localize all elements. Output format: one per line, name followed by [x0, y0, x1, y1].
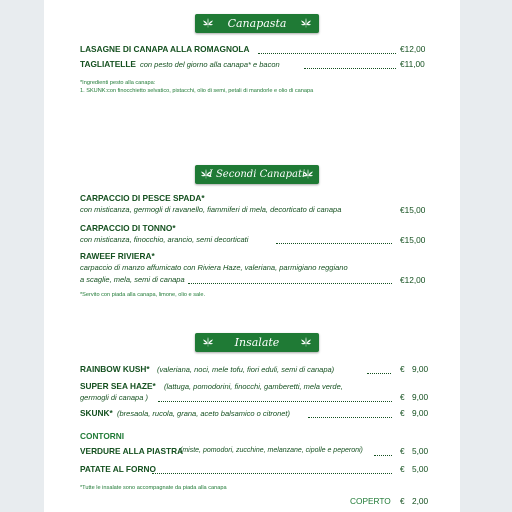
menu-page [44, 0, 460, 512]
leader-dots [276, 243, 392, 244]
dish-price: 5,00 [412, 446, 429, 456]
leader-dots [367, 373, 391, 374]
dish-name: TAGLIATELLE [80, 59, 136, 69]
dish-price: €11,00 [400, 59, 425, 69]
dish-price: 9,00 [412, 364, 429, 374]
leader-dots [152, 473, 392, 474]
dish-price: €12,00 [400, 275, 426, 285]
price-currency: € [400, 464, 405, 474]
section-title: I Secondi Canapati [208, 169, 306, 180]
dish-price: 9,00 [412, 408, 429, 418]
dish-price: €15,00 [400, 205, 426, 215]
footnote: 1. SKUNK:con finocchietto selvatico, pistacchi, olio di semi, petali di mandorle e olio di canapa [80, 88, 314, 94]
section-title: Canapasta [227, 17, 287, 30]
dish-name: SKUNK* [80, 408, 113, 418]
dish-price: 9,00 [412, 392, 429, 402]
dish-name: SUPER SEA HAZE* [80, 381, 156, 391]
dish-description: germogli di canapa ) [80, 393, 148, 402]
leader-dots [308, 417, 392, 418]
leader-dots [258, 53, 396, 54]
price-currency: € [400, 408, 405, 418]
leader-dots [158, 401, 392, 402]
footnote: *Ingredienti pesto alla canapa: [80, 80, 156, 86]
leader-dots [188, 283, 392, 284]
coperto-price: 2,00 [412, 496, 429, 506]
dish-name: RAINBOW KUSH* [80, 364, 150, 374]
price-currency: € [400, 496, 405, 506]
price-currency: € [400, 446, 405, 456]
dish-name: LASAGNE DI CANAPA ALLA ROMAGNOLA [80, 44, 250, 54]
footnote: *Tutte le insalate sono accompagnate da piada alla canapa [80, 485, 227, 491]
dish-description: (lattuga, pomodorini, finocchi, gamberetti, mela verde, [164, 382, 343, 391]
section-banner-insalate [195, 333, 319, 352]
section-title: Insalate [234, 336, 280, 349]
dish-name: PATATE AL FORNO [80, 464, 156, 474]
dish-description: (miste, pomodori, zucchine, melanzane, cipolle e peperoni) [180, 447, 363, 454]
leader-dots [304, 68, 396, 69]
dish-name: CARPACCIO DI TONNO* [80, 223, 176, 233]
dish-name: CARPACCIO DI PESCE SPADA* [80, 193, 205, 203]
footnote: *Servito con piada alla canapa, limone, olio e sale. [80, 292, 206, 298]
coperto-label: COPERTO [350, 496, 391, 506]
dish-price: 5,00 [412, 464, 429, 474]
dish-description: (valeriana, noci, mele tofu, fiori eduli, semi di canapa) [157, 365, 335, 374]
dish-description: con misticanza, finocchio, arancio, semi decorticati [80, 235, 249, 244]
contorni-heading: CONTORNI [80, 431, 125, 441]
price-currency: € [400, 364, 405, 374]
section-banner-canapasta [195, 14, 319, 33]
section-banner-secondi [195, 165, 319, 184]
cannabis-leaf-icon [300, 17, 312, 29]
dish-name: VERDURE ALLA PIASTRA [80, 446, 184, 456]
dish-price: €15,00 [400, 235, 426, 245]
price-currency: € [400, 392, 405, 402]
dish-description: a scaglie, mela, semi di canapa [80, 275, 185, 284]
dish-description: con misticanza, germogli di ravanello, fiammiferi di mela, decorticato di canapa [80, 205, 342, 214]
dish-price: €12,00 [400, 44, 426, 54]
cannabis-leaf-icon [302, 168, 314, 180]
dish-name: RAWEEF RIVIERA* [80, 251, 155, 261]
dish-description: carpaccio di manzo affumicato con Riviera Haze, valeriana, parmigiano reggiano [80, 263, 348, 272]
dish-description: con pesto del giorno alla canapa* e bacon [140, 60, 280, 69]
leader-dots [374, 455, 392, 456]
cannabis-leaf-icon [300, 336, 312, 348]
dish-description: (bresaola, rucola, grana, aceto balsamico o citronet) [117, 409, 291, 418]
